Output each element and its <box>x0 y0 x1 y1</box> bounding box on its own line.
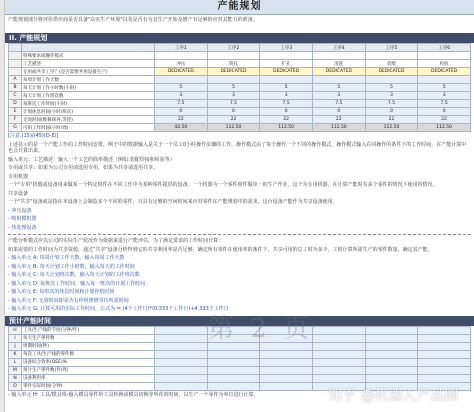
value-cell[interactable]: 3 <box>260 92 313 100</box>
paragraph: - 输入单元 B: 每天计划工作小时数，输入每天的工作时间 <box>8 263 135 270</box>
value-cell[interactable]: 5 <box>312 84 365 92</box>
row-code: J <box>9 342 22 350</box>
row-code: F <box>9 116 22 124</box>
value-cell[interactable]: 22 <box>155 116 208 124</box>
mode-select[interactable]: DEDICATED <box>418 68 471 76</box>
value-cell[interactable] <box>312 374 365 382</box>
value-cell[interactable]: 7.5 <box>312 100 365 108</box>
row-label: 专用或共享工序？(是否需要共用设备生产) <box>22 68 155 76</box>
row-label: 每天计划工作班次数 <box>22 92 155 100</box>
paragraph: 专用机器 <box>8 173 29 180</box>
value-cell[interactable] <box>155 382 208 390</box>
value-cell[interactable]: 22 <box>418 116 471 124</box>
row-label: 每周计划工作天数 <box>22 76 155 84</box>
spreadsheet-page <box>5 0 474 412</box>
row-label: 每天生产零件数 <box>22 334 155 342</box>
paragraph: - 输入单元 E: 每班次的休息时间和计划停机时间 <box>8 289 115 295</box>
table-row <box>9 116 471 124</box>
value-cell[interactable] <box>155 342 208 350</box>
row-code <box>9 52 22 60</box>
row-label: 每班次工作时间(小时) <box>22 100 155 108</box>
value-cell[interactable] <box>365 334 418 342</box>
table-row <box>9 108 471 116</box>
value-cell[interactable]: 5 <box>260 84 313 92</box>
value-cell[interactable] <box>365 366 418 374</box>
row-code: G <box>9 124 22 132</box>
value-cell[interactable]: 22 <box>365 116 418 124</box>
row-code: H <box>9 326 22 334</box>
value-cell: 清洗 <box>312 60 365 68</box>
row-code: C <box>9 92 22 100</box>
value-cell[interactable] <box>418 334 471 342</box>
value-cell[interactable] <box>207 350 260 358</box>
mode-select[interactable]: DEDICATED <box>312 68 365 76</box>
value-cell: 42.50 <box>155 124 208 132</box>
table-row <box>9 374 471 382</box>
paragraph: - 输入单元 F: 无效时间即是否有停机维修等待所需时间 <box>8 297 129 304</box>
value-cell <box>155 52 208 60</box>
value-cell: 铣孔 <box>207 60 260 68</box>
value-cell[interactable]: 5 <box>207 84 260 92</box>
paragraph: 一个"共享"设备或是指在本设备上会制造多个不同的零件，且具有足够的空闲时间来应对零件在产能规划中的需求，这台设备产能作为共享设备使用。 <box>8 199 338 205</box>
row-code: L <box>9 358 22 366</box>
row-label: 设备综合效率(OEE)% <box>22 358 155 366</box>
value-cell[interactable] <box>207 366 260 374</box>
paragraph: - 热处理设备 <box>8 224 37 231</box>
value-cell: 扩孔 <box>260 60 313 68</box>
row-label: 每天计划工作小时数(小时) <box>22 84 155 92</box>
row-code <box>9 60 22 68</box>
table-header-row <box>9 44 471 52</box>
row-code: E <box>9 108 22 116</box>
capacity-table <box>8 43 471 132</box>
value-cell[interactable] <box>155 76 208 84</box>
mode-select[interactable]: DEDICATED <box>260 68 313 76</box>
value-cell[interactable]: 3 <box>312 92 365 100</box>
row-code: N <box>9 374 22 382</box>
table-row <box>9 92 471 100</box>
value-cell <box>260 52 313 60</box>
value-cell[interactable] <box>207 358 260 366</box>
value-cell[interactable] <box>312 358 365 366</box>
value-cell[interactable]: 5 <box>365 84 418 92</box>
row-label: 每次工具/生产线的零件数 <box>22 350 155 358</box>
row-code: I <box>9 334 22 342</box>
table-row <box>9 52 471 60</box>
value-cell[interactable]: 7.5 <box>418 100 471 108</box>
formula-note: [注意:(15)/(45)(D-E)] <box>8 133 59 139</box>
value-cell[interactable] <box>365 358 418 366</box>
value-cell[interactable] <box>260 374 313 382</box>
value-cell: 112.50 <box>418 124 471 132</box>
value-cell[interactable]: 0 <box>418 108 471 116</box>
section-header-estimated-time: 预计产能时间 <box>5 316 474 326</box>
row-label: 无效时间(维修保养,等待) <box>22 116 155 124</box>
value-cell <box>418 52 471 60</box>
value-cell[interactable]: 3 <box>418 92 471 100</box>
table-row <box>9 84 471 92</box>
row-label: 零件实际时间(分钟) <box>22 382 155 390</box>
row-code: M <box>9 366 22 374</box>
divider <box>8 234 471 235</box>
value-cell[interactable] <box>365 76 418 84</box>
row-label: 周期时间(秒) <box>22 342 155 350</box>
paragraph: 输入单元：工艺描述：输入一个工艺的简单描述（例如:装配焊接和检验等） <box>8 156 175 163</box>
row-label: 预计生产零件数(件/周) <box>22 366 155 374</box>
value-cell[interactable] <box>155 334 208 342</box>
value-cell[interactable] <box>155 326 208 334</box>
value-cell[interactable] <box>365 374 418 382</box>
value-cell[interactable]: 22 <box>312 116 365 124</box>
table-row <box>9 60 471 68</box>
column-header: 工序4 <box>312 44 365 52</box>
value-cell[interactable]: 0 <box>155 108 208 116</box>
value-cell[interactable] <box>155 374 208 382</box>
paragraph: 一个"专用"机器或设备用来做某一个特定组件在不同工作中为某种零件提供的设备。一个机器为一个零件组件做单一的生产作业。这个为专用机器，在计算产能时有多个零件的情况下使用的情况。 <box>8 182 438 188</box>
paragraph: - 输入单元 D: 每班次工作时间，输入每一班次的计划工作时间 <box>8 280 146 287</box>
value-cell[interactable] <box>207 382 260 390</box>
value-cell[interactable] <box>207 374 260 382</box>
row-label: 设备利用率 <box>22 374 155 382</box>
row-code: O <box>9 382 22 390</box>
value-cell[interactable]: 3 <box>365 92 418 100</box>
value-cell[interactable]: 5 <box>418 84 471 92</box>
value-cell[interactable] <box>418 76 471 84</box>
section-header-capacity-planning: II. 产能规划 <box>5 33 474 43</box>
mode-select[interactable]: DEDICATED <box>207 68 260 76</box>
mode-select[interactable]: DEDICATED <box>365 68 418 76</box>
row-code: K <box>9 350 22 358</box>
paragraph: - 喷射模机器 <box>8 216 37 222</box>
value-cell[interactable] <box>312 350 365 358</box>
table-row <box>9 124 471 132</box>
intro-text: 产能规划部分将评价供应商是否具备"高实生产环境"以及是否有为其生产开始及增产有足够的应对其能力的准备。 <box>8 17 258 23</box>
value-cell[interactable] <box>312 326 365 334</box>
value-cell[interactable] <box>418 366 471 374</box>
value-cell: 冲压 <box>155 60 208 68</box>
value-cell: 112.50 <box>312 124 365 132</box>
value-cell: 112.50 <box>207 124 260 132</box>
value-cell[interactable] <box>260 382 313 390</box>
page-title: 产能规划 <box>5 0 474 15</box>
value-cell[interactable]: 5 <box>155 84 208 92</box>
value-cell[interactable]: 3 <box>155 92 208 100</box>
value-cell[interactable] <box>155 350 208 358</box>
value-cell[interactable] <box>312 366 365 374</box>
row-label: 特殊要求或操作模式 <box>22 52 155 60</box>
table-row <box>9 100 471 108</box>
paragraph: 如果需要的工作时间为共享资源，通过"共享"设备分析得到它的共享利用率是否足够，确定所有零件在使用率的条件下，共享可用的总工时为多少，工时计算所需生产的零件数量，确定其产能。 <box>8 246 433 253</box>
table-row <box>9 68 471 76</box>
row-code: B <box>9 84 22 92</box>
table-row <box>9 350 471 358</box>
table-row <box>9 366 471 374</box>
column-header: 工序6 <box>418 44 471 52</box>
row-code: A <box>9 76 22 84</box>
row-code: D <box>9 100 22 108</box>
source-watermark: 知乎 @机器人产品圈 <box>328 388 459 404</box>
value-cell[interactable]: 0 <box>260 108 313 116</box>
value-cell[interactable]: 0 <box>312 108 365 116</box>
value-cell[interactable] <box>312 334 365 342</box>
value-cell <box>312 52 365 60</box>
value-cell[interactable]: 7.5 <box>207 100 260 108</box>
estimate-note: - 输入单元 H: 工具/模具线-输入模具零件的工具转换或模具切换等所花的时间，以生产一个零件为单位进行计算。 <box>8 391 259 398</box>
table-row <box>9 358 471 366</box>
page-number-watermark: 第 2 页 <box>208 314 314 344</box>
value-cell[interactable]: 0 <box>207 108 260 116</box>
mode-select[interactable]: DEDICATED <box>155 68 208 76</box>
value-cell[interactable]: 0 <box>365 108 418 116</box>
value-cell[interactable] <box>260 350 313 358</box>
column-header: 工序1 <box>155 44 208 52</box>
value-cell: 112.50 <box>260 124 313 132</box>
paragraph: 产能分析模式应以公司的实际生产状况作为依据来进行产能评估，为了满足要求的工作时间计算： <box>8 238 224 244</box>
row-label: 计划休息时间(小时/班次) <box>22 108 155 116</box>
value-cell[interactable]: 7.5 <box>365 100 418 108</box>
paragraph: 上述显示的是一个产能工作的工作时间安排，例子中的数据输入是关于一个员工0小时操作步骤的工作，操作模式由了每个操作一个不同的操作模式。操作模式输入在同操作的条件下的工作时间，在产能计算中也会计算出来。 <box>8 141 467 154</box>
paragraph: - 冲压设备 <box>8 207 32 214</box>
value-cell[interactable] <box>365 326 418 334</box>
value-cell[interactable] <box>418 350 471 358</box>
value-cell[interactable] <box>155 358 208 366</box>
row-code <box>9 68 22 76</box>
value-cell[interactable] <box>260 366 313 374</box>
value-cell[interactable] <box>418 326 471 334</box>
row-label: 工具/生产线的节拍(分钟/件) <box>22 326 155 334</box>
value-cell[interactable]: 7.5 <box>260 100 313 108</box>
value-cell[interactable] <box>312 76 365 84</box>
paragraph: - 输入单元 C: 每天计划班次数，输入每天计划的工作班次数 <box>8 272 140 278</box>
column-header: 工序2 <box>207 44 260 52</box>
value-cell[interactable]: 22 <box>260 116 313 124</box>
value-cell[interactable] <box>260 358 313 366</box>
table-row <box>9 76 471 84</box>
value-cell: 装配 <box>365 60 418 68</box>
value-cell[interactable] <box>207 76 260 84</box>
value-cell[interactable] <box>418 342 471 350</box>
paragraph: - 输入单元 G: 计算可用的实际工作时间，公式为 = (4个工作日)*(0.333个工作日)+4.333个工作日 <box>8 306 229 312</box>
value-cell: 检验 <box>418 60 471 68</box>
value-cell[interactable] <box>418 358 471 366</box>
value-cell[interactable]: 3 <box>207 92 260 100</box>
value-cell[interactable] <box>365 342 418 350</box>
value-cell[interactable] <box>260 76 313 84</box>
row-label: 工艺描述 <box>22 60 155 68</box>
paragraph: 共享设备 <box>8 190 29 197</box>
value-cell[interactable] <box>365 350 418 358</box>
paragraph: - 输入单元 A: 每周计划工作天数，输入每周工作天数 <box>8 255 125 261</box>
value-cell <box>207 52 260 60</box>
value-cell[interactable]: 7.5 <box>155 100 208 108</box>
column-header: 工序3 <box>260 44 313 52</box>
value-cell[interactable] <box>418 374 471 382</box>
value-cell[interactable] <box>312 342 365 350</box>
paragraph: 专用或共享：如果为公司专用请选用专用，如果为共享请选用共享。 <box>8 165 159 171</box>
column-header: 工序5 <box>365 44 418 52</box>
value-cell: 112.50 <box>365 124 418 132</box>
value-cell <box>365 52 418 60</box>
value-cell[interactable]: 22 <box>207 116 260 124</box>
row-label: 可用工作时间(小时/周) <box>22 124 155 132</box>
value-cell[interactable] <box>155 366 208 374</box>
